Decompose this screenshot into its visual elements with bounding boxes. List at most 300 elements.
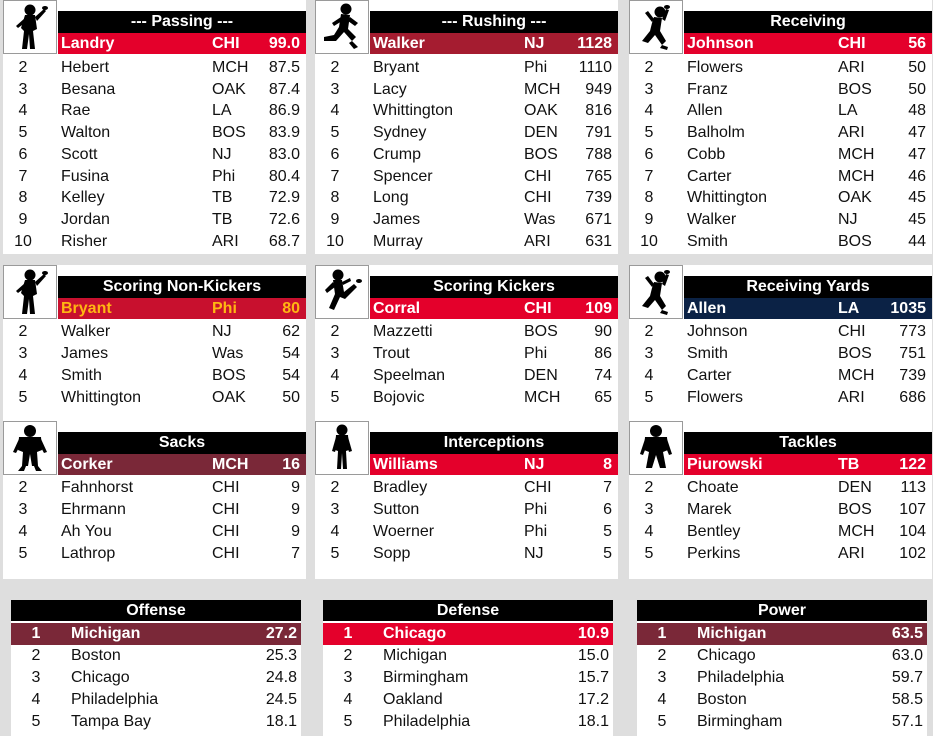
- team-abbr: LA: [212, 102, 232, 120]
- table-row: [3, 365, 306, 386]
- defense-panel: [323, 600, 613, 736]
- stat-value: 59.7: [891, 669, 923, 686]
- player-name: Johnson: [687, 35, 754, 52]
- stat-value: 949: [585, 80, 612, 98]
- rushing-panel: [315, 0, 618, 254]
- team-abbr: OAK: [212, 389, 246, 406]
- team-abbr: CHI: [838, 35, 866, 52]
- stat-value: 50: [282, 389, 300, 406]
- rank: 5: [330, 124, 340, 142]
- rank: 4: [31, 691, 41, 708]
- rank: 2: [644, 59, 654, 76]
- stat-value: 5: [603, 523, 612, 540]
- table-row: [315, 343, 618, 364]
- stat-value: 113: [900, 479, 926, 496]
- player-name: Flowers: [687, 389, 744, 406]
- table-row: [629, 100, 932, 121]
- panel-title: Scoring Kickers: [370, 276, 618, 298]
- player-name: James: [373, 210, 421, 228]
- team-abbr: TB: [212, 189, 233, 207]
- passing-panel: [3, 0, 306, 254]
- table-row: [637, 667, 927, 689]
- stat-value: 87.5: [268, 59, 300, 76]
- table-row: [3, 57, 306, 78]
- team-abbr: NJ: [524, 35, 545, 52]
- player-name: Whittington: [373, 102, 454, 120]
- rank: 3: [644, 501, 654, 518]
- offense-panel: [11, 600, 301, 736]
- team-abbr: TB: [212, 210, 233, 228]
- team-name: Chicago: [383, 625, 447, 642]
- stat-value: 765: [585, 167, 612, 185]
- stat-value: 5: [603, 545, 612, 562]
- player-name: Ehrmann: [61, 501, 126, 518]
- receiver-icon: [629, 265, 683, 319]
- rank: 4: [644, 102, 654, 120]
- rank: 10: [640, 232, 658, 250]
- table-row: [629, 521, 932, 542]
- table-row: [3, 122, 306, 143]
- rank: 3: [18, 501, 28, 518]
- stat-value: 47: [908, 145, 926, 163]
- team-abbr: CHI: [524, 300, 552, 317]
- team-abbr: TB: [838, 456, 860, 473]
- player-name: Whittington: [687, 189, 768, 207]
- panel-title: Receiving Yards: [684, 276, 932, 298]
- table-row: [3, 543, 306, 564]
- stat-value: 68.7: [268, 232, 300, 250]
- rank: 1: [343, 625, 353, 642]
- panel-title: Receiving: [684, 11, 932, 33]
- stat-value: 8: [603, 456, 612, 473]
- team-abbr: MCH: [838, 367, 875, 384]
- stat-value: 54: [282, 345, 300, 362]
- sacks-panel: [3, 421, 306, 579]
- table-row: [315, 122, 618, 143]
- player-name: Bentley: [687, 523, 741, 540]
- leader-row: [684, 298, 932, 319]
- team-abbr: DEN: [524, 124, 558, 142]
- player-name: Sydney: [373, 124, 427, 142]
- panel-title: Defense: [323, 600, 613, 621]
- stat-value: 122: [899, 456, 926, 473]
- stat-value: 773: [899, 323, 926, 340]
- team-abbr: Phi: [524, 59, 548, 76]
- rank: 3: [18, 80, 28, 98]
- stat-value: 72.9: [268, 189, 300, 207]
- table-row: [3, 321, 306, 342]
- table-row: [315, 57, 618, 78]
- rank: 5: [343, 713, 353, 730]
- stat-value: 102: [899, 545, 926, 562]
- table-row: [3, 477, 306, 498]
- rank: 5: [31, 713, 41, 730]
- table-row: [323, 689, 613, 711]
- team-abbr: CHI: [212, 479, 240, 496]
- team-name: Philadelphia: [71, 691, 159, 708]
- player-name: Marek: [687, 501, 732, 518]
- player-name: Smith: [687, 345, 728, 362]
- stat-value: 816: [585, 102, 612, 120]
- rank: 2: [330, 323, 340, 340]
- rank: 5: [18, 389, 28, 406]
- rank: 5: [644, 389, 654, 406]
- team-abbr: DEN: [524, 367, 558, 384]
- stat-value: 671: [585, 210, 612, 228]
- player-name: Lathrop: [61, 545, 116, 562]
- leader-row: [58, 454, 306, 475]
- player-name: Hebert: [61, 59, 110, 76]
- rank: 8: [18, 189, 28, 207]
- table-row: [629, 543, 932, 564]
- rank: 4: [18, 102, 28, 120]
- table-row: [629, 231, 932, 252]
- team-abbr: OAK: [524, 102, 558, 120]
- stat-value: 45: [908, 189, 926, 207]
- table-row: [315, 521, 618, 542]
- table-row: [3, 231, 306, 252]
- table-row: [637, 689, 927, 711]
- leader-row: [370, 33, 618, 54]
- player-name: Sopp: [373, 545, 411, 562]
- table-row: [315, 100, 618, 121]
- team-abbr: NJ: [524, 456, 545, 473]
- leader-row: [11, 623, 301, 645]
- table-row: [629, 122, 932, 143]
- team-abbr: MCH: [838, 167, 875, 185]
- table-row: [323, 667, 613, 689]
- stat-value: 10.9: [577, 625, 609, 642]
- rank: 4: [330, 367, 340, 384]
- stat-value: 83.9: [268, 124, 300, 142]
- rank: 3: [330, 501, 340, 518]
- stat-value: 104: [899, 523, 926, 540]
- player-name: Corker: [61, 456, 113, 473]
- team-name: Michigan: [383, 647, 448, 664]
- scoring-non-kickers-panel: [3, 265, 306, 423]
- running-back-icon: [315, 0, 369, 54]
- leader-row: [684, 454, 932, 475]
- player-name: Landry: [61, 35, 115, 52]
- table-row: [3, 343, 306, 364]
- team-abbr: Was: [212, 345, 244, 362]
- player-name: Speelman: [373, 367, 446, 384]
- stat-value: 27.2: [265, 625, 297, 642]
- stat-value: 1035: [890, 300, 926, 317]
- table-row: [315, 231, 618, 252]
- rank: 9: [330, 210, 340, 228]
- rank: 10: [326, 232, 344, 250]
- table-row: [315, 166, 618, 187]
- rank: 5: [644, 124, 654, 142]
- rank: 2: [657, 647, 667, 664]
- rank: 9: [18, 210, 28, 228]
- rank: 7: [18, 167, 28, 185]
- player-name: Flowers: [687, 59, 744, 76]
- rank: 3: [330, 345, 340, 362]
- table-row: [315, 79, 618, 100]
- stat-value: 86.9: [268, 102, 300, 120]
- table-row: [3, 79, 306, 100]
- rank: 5: [330, 545, 340, 562]
- team-abbr: Phi: [212, 167, 236, 185]
- leader-row: [370, 298, 618, 319]
- table-row: [629, 321, 932, 342]
- player-name: Trout: [373, 345, 410, 362]
- table-row: [629, 187, 932, 208]
- player-name: Corral: [373, 300, 421, 317]
- stat-value: 788: [585, 145, 612, 163]
- rank: 4: [644, 523, 654, 540]
- panel-title: Interceptions: [370, 432, 618, 454]
- team-name: Philadelphia: [697, 669, 785, 686]
- table-row: [315, 543, 618, 564]
- player-name: Bryant: [61, 300, 112, 317]
- defensive-back-icon: [315, 421, 369, 475]
- stat-value: 58.5: [891, 691, 923, 708]
- team-name: Birmingham: [383, 669, 469, 686]
- player-name: Crump: [373, 145, 422, 163]
- panel-title: Sacks: [58, 432, 306, 454]
- rank: 1: [31, 625, 41, 642]
- player-name: Kelley: [61, 189, 105, 207]
- team-name: Philadelphia: [383, 713, 471, 730]
- rank: 7: [644, 167, 654, 185]
- team-name: Chicago: [697, 647, 756, 664]
- rank: 2: [18, 59, 28, 76]
- player-name: Murray: [373, 232, 423, 250]
- team-abbr: NJ: [212, 323, 232, 340]
- team-name: Michigan: [697, 625, 767, 642]
- rank: 3: [343, 669, 353, 686]
- player-name: Johnson: [687, 323, 748, 340]
- player-name: Spencer: [373, 167, 433, 185]
- team-abbr: ARI: [838, 59, 865, 76]
- stat-value: 83.0: [268, 145, 300, 163]
- player-name: Walker: [373, 35, 425, 52]
- table-row: [323, 711, 613, 733]
- table-row: [11, 667, 301, 689]
- stat-value: 9: [291, 523, 300, 540]
- stat-value: 80: [282, 300, 300, 317]
- table-row: [3, 144, 306, 165]
- player-name: Cobb: [687, 145, 726, 163]
- stat-value: 45: [908, 210, 926, 228]
- team-abbr: ARI: [838, 545, 865, 562]
- panel-title: --- Passing ---: [58, 11, 306, 33]
- stat-value: 686: [899, 389, 926, 406]
- player-name: Walker: [61, 323, 111, 340]
- table-row: [629, 387, 932, 408]
- leader-row: [370, 454, 618, 475]
- rank: 8: [330, 189, 340, 207]
- rank: 4: [18, 367, 28, 384]
- stat-value: 9: [291, 501, 300, 518]
- player-name: Balholm: [687, 124, 745, 142]
- team-abbr: CHI: [524, 167, 552, 185]
- kicker-icon: [315, 265, 369, 319]
- team-abbr: BOS: [838, 501, 872, 518]
- linebacker-icon: [629, 421, 683, 475]
- team-abbr: MCH: [838, 523, 875, 540]
- quarterback-icon: [3, 0, 57, 54]
- table-row: [629, 477, 932, 498]
- rank: 3: [644, 345, 654, 362]
- team-abbr: ARI: [212, 232, 239, 250]
- player-name: Allen: [687, 102, 723, 120]
- rank: 2: [330, 59, 340, 76]
- rank: 4: [657, 691, 667, 708]
- rank: 3: [330, 80, 340, 98]
- rank: 7: [330, 167, 340, 185]
- rank: 3: [31, 669, 41, 686]
- team-name: Oakland: [383, 691, 443, 708]
- player-name: Ah You: [61, 523, 112, 540]
- team-abbr: ARI: [838, 389, 865, 406]
- team-abbr: ARI: [524, 232, 551, 250]
- stat-value: 791: [585, 124, 612, 142]
- player-name: Smith: [687, 232, 728, 250]
- rank: 2: [644, 479, 654, 496]
- stat-value: 109: [585, 300, 612, 317]
- rank: 9: [644, 210, 654, 228]
- stat-value: 44: [908, 232, 926, 250]
- rank: 4: [644, 367, 654, 384]
- rank: 6: [644, 145, 654, 163]
- team-abbr: MCH: [212, 59, 249, 76]
- table-row: [637, 645, 927, 667]
- rank: 5: [18, 124, 28, 142]
- stat-value: 6: [603, 501, 612, 518]
- table-row: [3, 499, 306, 520]
- stat-value: 18.1: [265, 713, 297, 730]
- stat-value: 65: [594, 389, 612, 406]
- stat-value: 54: [282, 367, 300, 384]
- player-name: Choate: [687, 479, 739, 496]
- team-abbr: Phi: [212, 300, 237, 317]
- stat-value: 107: [899, 501, 926, 518]
- stat-value: 751: [899, 345, 926, 362]
- team-abbr: DEN: [838, 479, 872, 496]
- player-name: Williams: [373, 456, 438, 473]
- stat-value: 631: [585, 232, 612, 250]
- stat-value: 63.5: [891, 625, 923, 642]
- table-row: [3, 521, 306, 542]
- stat-value: 1110: [578, 59, 612, 76]
- table-row: [3, 100, 306, 121]
- player-name: Walker: [687, 210, 737, 228]
- rank: 2: [18, 479, 28, 496]
- stat-value: 16: [282, 456, 300, 473]
- rank: 2: [31, 647, 41, 664]
- rank: 3: [657, 669, 667, 686]
- player-name: Rae: [61, 102, 91, 120]
- panel-title: Tackles: [684, 432, 932, 454]
- stat-value: 25.3: [265, 647, 297, 664]
- player-name: Bojovic: [373, 389, 425, 406]
- table-row: [11, 689, 301, 711]
- team-abbr: MCH: [838, 145, 875, 163]
- scoring-kickers-panel: [315, 265, 618, 423]
- rank: 2: [18, 323, 28, 340]
- team-abbr: MCH: [524, 389, 561, 406]
- player-name: Carter: [687, 367, 732, 384]
- table-row: [629, 144, 932, 165]
- team-abbr: CHI: [524, 479, 552, 496]
- player-name: Risher: [61, 232, 108, 250]
- player-name: Woerner: [373, 523, 435, 540]
- table-row: [629, 79, 932, 100]
- rank: 8: [644, 189, 654, 207]
- player-name: Carter: [687, 167, 732, 185]
- team-abbr: CHI: [524, 189, 552, 207]
- rank: 2: [330, 479, 340, 496]
- panel-title: Offense: [11, 600, 301, 621]
- table-row: [3, 209, 306, 230]
- table-row: [629, 166, 932, 187]
- team-abbr: Phi: [524, 501, 548, 518]
- table-row: [315, 387, 618, 408]
- team-abbr: CHI: [212, 35, 240, 52]
- team-abbr: BOS: [838, 232, 872, 250]
- player-name: Besana: [61, 80, 116, 98]
- stat-value: 90: [594, 323, 612, 340]
- team-name: Boston: [71, 647, 121, 664]
- table-row: [3, 387, 306, 408]
- table-row: [315, 209, 618, 230]
- team-name: Birmingham: [697, 713, 783, 730]
- stat-value: 18.1: [577, 713, 609, 730]
- player-name: Jordan: [61, 210, 110, 228]
- interceptions-panel: [315, 421, 618, 579]
- rank: 5: [644, 545, 654, 562]
- table-row: [629, 499, 932, 520]
- table-row: [315, 365, 618, 386]
- team-abbr: BOS: [212, 367, 246, 384]
- player-name: Whittington: [61, 389, 142, 406]
- stat-value: 48: [908, 102, 926, 120]
- table-row: [629, 57, 932, 78]
- table-row: [11, 645, 301, 667]
- stat-value: 50: [908, 80, 926, 98]
- team-name: Tampa Bay: [71, 713, 152, 730]
- table-row: [323, 645, 613, 667]
- team-abbr: CHI: [212, 501, 240, 518]
- team-abbr: Phi: [524, 523, 548, 540]
- player-name: Smith: [61, 367, 102, 384]
- quarterback-icon: [3, 265, 57, 319]
- stat-value: 46: [908, 167, 926, 185]
- player-name: Mazzetti: [373, 323, 433, 340]
- player-name: Fusina: [61, 167, 110, 185]
- team-name: Michigan: [71, 625, 141, 642]
- player-name: Lacy: [373, 80, 407, 98]
- panel-title: Scoring Non-Kickers: [58, 276, 306, 298]
- stat-value: 86: [594, 345, 612, 362]
- stat-value: 17.2: [577, 691, 609, 708]
- player-name: Piurowski: [687, 456, 763, 473]
- stat-value: 7: [291, 545, 300, 562]
- player-name: Allen: [687, 300, 727, 317]
- table-row: [629, 343, 932, 364]
- power-panel: [637, 600, 927, 736]
- stat-value: 80.4: [268, 167, 300, 185]
- player-name: Franz: [687, 80, 728, 98]
- player-name: Sutton: [373, 501, 420, 518]
- leader-row: [684, 33, 932, 54]
- stat-value: 739: [899, 367, 926, 384]
- rank: 4: [18, 523, 28, 540]
